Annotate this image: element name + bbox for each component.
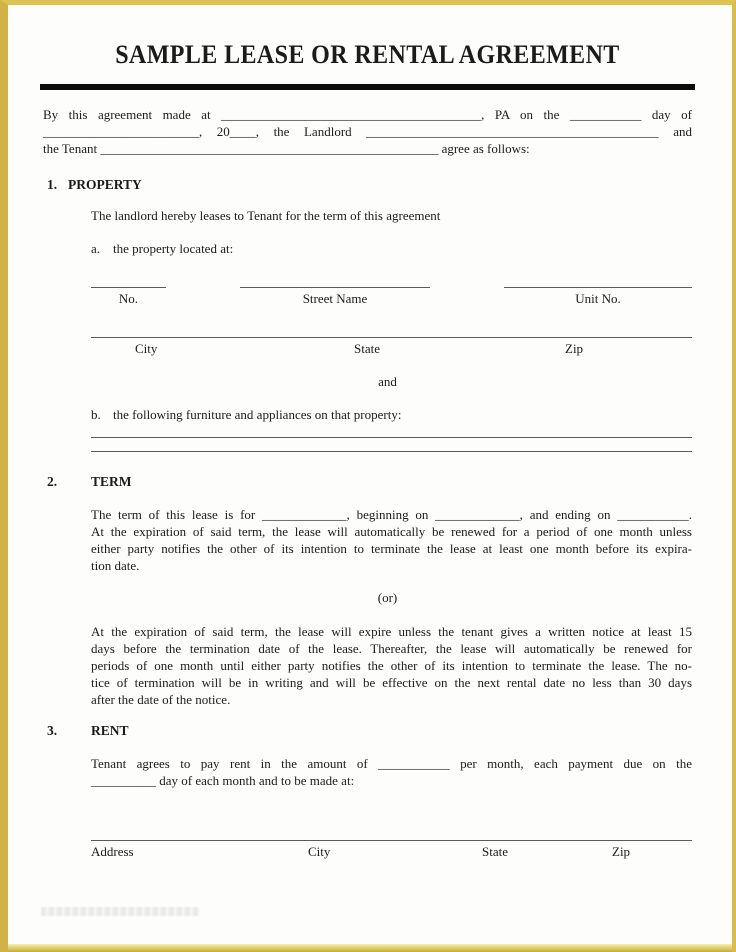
section-title: PROPERTY xyxy=(68,177,142,192)
payment-address-row xyxy=(91,840,692,862)
field-label-no: No. xyxy=(118,291,139,306)
term-paragraph-2 xyxy=(91,623,692,708)
section-number: 3. xyxy=(47,723,58,738)
rent-line-2: __________ day of each month and to be made at: xyxy=(91,773,355,788)
rent-paragraph xyxy=(91,755,692,789)
term-p1-line-3: either party notifies the other of its intention to terminate the lease at least one month before its expira- xyxy=(91,541,692,556)
furniture-blank-line-2 xyxy=(91,451,692,452)
item-b-text: the following furniture and appliances on that property: xyxy=(113,407,402,422)
term-p2-line-2: days before the termination date of the lease. Thereafter, the lease will automatically be renewed for xyxy=(91,641,692,656)
item-a-text: the property located at: xyxy=(113,241,234,256)
section-heading-property xyxy=(43,176,692,193)
section-title: TERM xyxy=(91,474,132,489)
term-p2-line-3: periods of one month until either party notifies the other of its intention to terminate the lease. The no- xyxy=(91,658,692,673)
faint-watermark xyxy=(41,907,199,916)
bottom-gold-border xyxy=(8,944,732,952)
field-label-city: City xyxy=(135,341,158,356)
address-fields-row-1 xyxy=(91,287,692,306)
term-paragraph-1 xyxy=(91,506,692,574)
field-label-state: State xyxy=(354,341,380,356)
section-heading-rent xyxy=(43,722,692,739)
section-number: 1. xyxy=(47,177,58,192)
section-title: RENT xyxy=(91,723,129,738)
or-label: (or) xyxy=(377,590,398,605)
intro-line-3: the Tenant ____________________________________________________ agree as follows: xyxy=(43,141,530,156)
field-label-address: Address xyxy=(91,844,134,859)
address-fields-row-2 xyxy=(91,337,692,359)
field-unit-number xyxy=(504,287,692,306)
term-p2-line-5: after the date of the notice. xyxy=(91,692,231,707)
term-p2-line-4: tice of termination will be in writing and will be effective on the next rental date no less than 30 days xyxy=(91,675,692,690)
field-label-zip: Zip xyxy=(565,341,584,356)
term-p2-line-1: At the expiration of said term, the lease will expire unless the tenant gives a written notice at least 15 xyxy=(91,624,692,639)
document-content xyxy=(8,38,732,916)
section-number: 2. xyxy=(47,474,58,489)
item-b-marker: b. xyxy=(91,407,101,422)
intro-paragraph xyxy=(43,106,692,157)
field-label-city: City xyxy=(308,844,331,859)
section-heading-term xyxy=(43,473,692,490)
conjunction-and: and xyxy=(378,374,397,389)
term-p1-line-2: At the expiration of said term, the lease will automatically be renewed for a period of one month unless xyxy=(91,524,692,539)
rent-line-1: Tenant agrees to pay rent in the amount of ___________ per month, each payment due on the xyxy=(91,756,692,771)
intro-line-1: By this agreement made at ________________________________________, PA on the ___________ day of xyxy=(43,107,692,122)
term-p1-line-4: tion date. xyxy=(91,558,140,573)
field-number xyxy=(91,287,166,306)
furniture-blank-line-1 xyxy=(91,437,692,451)
item-a-marker: a. xyxy=(91,241,101,256)
field-label-state: State xyxy=(482,844,508,859)
field-label-street: Street Name xyxy=(302,291,368,306)
document-title: SAMPLE LEASE OR RENTAL AGREEMENT xyxy=(115,40,620,70)
title-divider-rule xyxy=(40,84,695,90)
field-street-name xyxy=(240,287,430,306)
field-label-zip: Zip xyxy=(612,844,631,859)
property-item-a xyxy=(91,240,692,257)
intro-line-2: ________________________, 20____, the Landlord _____________________________________________ and xyxy=(43,124,692,139)
property-lead-text: The landlord hereby leases to Tenant for the term of this agreement xyxy=(91,208,441,223)
property-item-b xyxy=(91,406,692,423)
term-p1-line-1: The term of this lease is for _____________, beginning on _____________, and ending on ___________. xyxy=(91,507,692,522)
field-label-unit: Unit No. xyxy=(575,291,621,306)
